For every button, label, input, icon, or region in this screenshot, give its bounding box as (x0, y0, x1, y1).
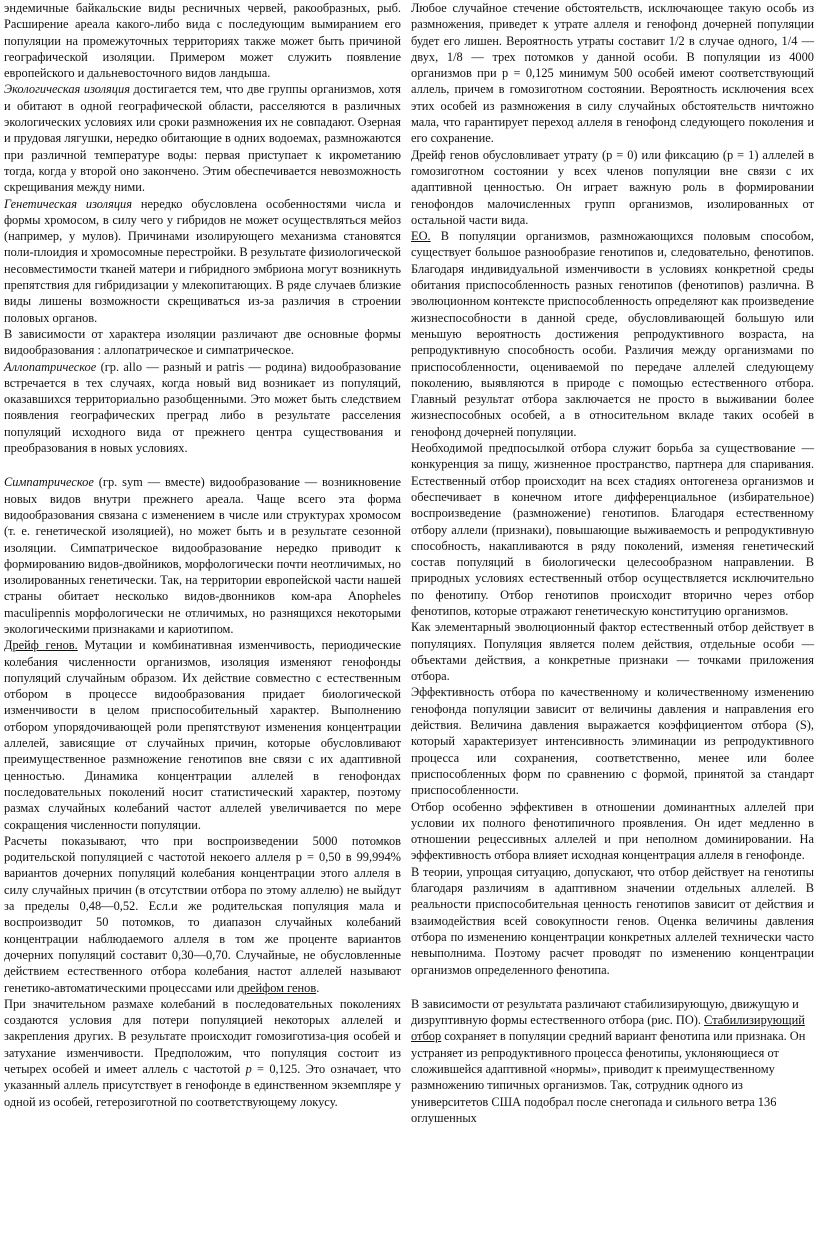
term-eo: ЕО. (411, 229, 431, 244)
paragraph-speciation-forms (4, 326, 401, 359)
paragraph-geographic-isolation-end (4, 0, 401, 81)
paragraph-allele-loss (411, 0, 814, 147)
paragraph-text: В теории, упрощая ситуацию, допускают, что отбор действует на генотипы благодаря различиям в адаптивном значении отдельных аллелей. В реальности приспособительная ценность генотипов зависит от действия и взаимодействия всей совокупности генов. Оценка величины давления отбора по изменению концентрации конкретных аллелей технически часто невыполнима. Поэтому расчет проводят по изменению концентрации организмов определенного фенотипа. (411, 864, 814, 977)
paragraph-allopatric (4, 359, 401, 457)
paragraph-text: (гр. sym — вместе) видообразование — возникновение новых видов внутри прежнего ареала. Чаще всего эта форма видообразования связана с изменением в числе или структурах хромосом (т. е. генетической изоляцией), но может быть и в результате сезонной изоляции. Симпатрическое видообразование нередко приводит к формированию видов-двойников, морфологически почти неотличимых, но изолированных генетически. Так, на территории европейской части нашей страны обитает несколько видов-двонников ком-ара Anopheles maculipennis морфологически не отличимых, но разнящихся некоторыми экологическими признаками и кариотипом. (4, 475, 401, 636)
term-stabilizing-selection: Стабилизирующий отбор (411, 1013, 805, 1044)
paragraph-ecological-isolation (4, 81, 401, 195)
paragraph-dominant-alleles (411, 799, 814, 864)
paragraph-struggle-for-existence (411, 440, 814, 619)
paragraph-selection-efficiency (411, 684, 814, 798)
paragraph-text: эндемичные байкальские виды ресничных червей, ракообразных, рыб. Расширение ареала какого-либо вида с последующим вымиранием его популяции на промежуточных территориях также может быть причиной географической изоляции. Примером может служить появление европейского и дальневосточного видов ландыша. (4, 1, 401, 81)
term-gene-drift: Дрейф генов. (4, 638, 78, 653)
paragraph-drift-fixation (411, 147, 814, 228)
paragraph-text: (гр. allo — разный и patris — родина) видообразование встречается в тех случаях, когда новый вид возникает из популяций, оказавшихся территориально разобщенными. Это может быть следствием появления географических преград либо в результате расселения популяций исходного вида от прежнего центра существования и преобразования в новых условиях. (4, 359, 401, 456)
term-sympatric: Симпатрическое (4, 475, 94, 490)
paragraph-text: Эффективность отбора по качественному и количественному изменению генофонда популяции зависит от величины давления и направления его действия. Величина давления выражается коэффициентом отбора (S), который характеризует интенсивность элиминации из репродуктивного процесса или сохранения, соответственно, менее или более приспособленных форм по сравнению с формой, принятой за стандарт приспособленности. (411, 685, 814, 798)
left-column (4, 0, 401, 1110)
paragraph-text: Расчеты показывают, что при воспроизведении 5000 потомков родительской популяцией с частотой некоего аллеля р = 0,50 в 99,994% вариантов дочерних популяций колебания концентрации этого аллеля в силу случайных причин (в отсутствии отбора по этому аллелю) не выйдут за пределы 0,48—0,52. Есл.и же родительская популяция мала и воспроизводит 50 потомков, то диапазон случайных колебаний концентрации наблюдаемого аллеля в том же проценте вариантов дочерних популяций составит 0,30—0,70. Случайные, не обусловленные действием естественного отбора колебания (4, 833, 401, 979)
paragraph-text: = 0,125. Это означает, что указанный аллель присутствует в генофонде в единственном экземпляре у одной из особей, гетерозиготной по соответствующему локусу. (4, 1062, 401, 1109)
paragraph-genetic-isolation (4, 196, 401, 326)
paragraph-sympatric (4, 474, 401, 637)
paragraph-text: Мутации и комбинативная изменчивость, периодические колебания численности организмов, изоляция изменяют генофонды популяций случайным образом. Их действие совместно с естественным отбором в процессе видообразования придает биологической изменчивости в целом приспособительный характер. Выполнению отбором упорядочивающей роли препятствуют изменения концентрации аллелей, зависящие от случайных причин, которые обусловливают преимущественное размножение генотипов вне связи с их адаптивной ценностью. Динамика концентрации аллелей в генофондах последовательных поколений носит статистический характер, поэтому размах случайных колебаний частот аллелей увеличивается по мере сокращения численности популяции. (4, 638, 401, 832)
variable-p: р (245, 1062, 252, 1076)
paragraph-text: достигается тем, что две группы организмов, хотя и обитают в одной географической области, расселяются в различных экологических условиях или сроки размножения их не совпадают. Озерная и прудовая лягушки, нередко обитающие в одних водоемах, размножаются при различной температуре воды: первая приступает к икрометанию тогда, когда у второй оно закончено. Этим обеспечивается невозможность скрещивания между ними. (4, 82, 401, 195)
paragraph-text: сохраняет в популяции средний вариант фенотипа или признака. Он устраняет из репродуктивного процесса фенотипы, уклоняющиеся от сложившейся адаптивной «нормы», приводит к преимущественному размножению типичных организмов. Так, сотрудник одного из университетов США подобрал после снегопада и сильного ветра 136 оглушенных (411, 1029, 806, 1125)
paragraph-text: Необходимой предпосылкой отбора служит борьба за существование — конкуренция за пищу, жизненное пространство, партнера для спаривания. Естественный отбор происходит на всех стадиях онтогенеза организмов и обеспечивает в конечном итоге дифференциальное (избирательное) воспроизведение (размножение) генотипов. Благодаря естественному отбору аллели (признаки), повышающие выживаемость и репродуктивную способность, накапливаются в ряду поколений, изменяя генетический состав популяций в биологически целесообразном направлении. В природных условиях естественный отбор осуществляется исключительно по фенотипу. Отбор генотипов происходит вторично через отбор фенотипов, которые отражают генетическую конституцию организмов. (411, 441, 814, 618)
paragraph-text: Дрейф генов обусловливает утрату (р = 0) или фиксацию (р = 1) аллелей в гомозиготном состоянии у всех членов популяции вне связи с их адаптивной ценностью. Он играет важную роль в формировании генофондов малочисленных групп организмов, изолированных от остальной части вида. (411, 147, 814, 227)
term-gene-drift-underlined: дрейфом генов (237, 980, 317, 995)
paragraph-calculations (4, 833, 401, 996)
paragraph-text: В популяции организмов, размножающихся половым способом, существует большое разнообразие генотипов и, следовательно, фенотипов. Благодаря индивидуальной изменчивости в условиях конкретной среды обитания приспособленность разных генотипов (фенотипов) различна. В эволюционном контексте приспособленность определяют как произведение жизнеспособности в данной среде, обусловливающей большую или меньшую вероятность достижения репродуктивного возраста, на репродуктивную способность особи. Различия между организмами по приспособленности, оцениваемой по передаче аллелей следующему поколению, выявляются в природе с помощью естественного отбора. Главный результат отбора заключается не просто в выживании более жизнеспособных особей, а в относительном вкладе таких особей в генофонд дочерней популяции. (411, 229, 814, 439)
paragraph-text: В зависимости от результата различают стабилизирующую, движущую и дизруптивную формы естественного отбора (рис. ПО). (411, 996, 799, 1028)
paragraph-selection-forms (411, 996, 814, 1126)
paragraph-text: . (316, 980, 320, 995)
paragraph-text: Любое случайное стечение обстоятельств, исключающее такую особь из размножения, приведет к утрате аллеля и генофонд дочерней популяции будет его лишен. Вероятность утраты составит 1/2 в случае одного, 1/4 — двух, 1/8 — трех потомков у данной особи. В популяции из 4000 организмов при р = 0,125 минимум 500 особей имеют соответствующий аллель, причем в гомозиготном состоянии. Вероятность исключения всех этих особей из размножения в силу случайных обстоятельств ничтожно мала, что гарантирует переход аллеля в генофонд следующего поколения и его сохранение. (411, 1, 814, 146)
paragraph-natural-selection (411, 228, 814, 440)
paragraph-text: При значительном размахе колебаний в последовательных поколениях создаются условия для потери популяцией некоторых аллелей и закрепления других. В результате происходит гомозиготиза-ция особей и затухание изменчивости. Предположим, что популяция состоит из четырех особей и имеет аллель с частотой (4, 996, 401, 1076)
paragraph-homozygotization (4, 996, 401, 1110)
paragraph-text: Как элементарный эволюционный фактор естественный отбор действует в популяциях. Популяция является полем действия, отдельные особи — объектами действия, а конкретные признаки — точками приложения отбора. (411, 620, 814, 684)
paragraph-gene-drift (4, 637, 401, 833)
term-ecological-isolation: Экологическая изоляция (4, 82, 130, 97)
blank-line (4, 456, 401, 474)
blank-line (411, 978, 814, 996)
paragraph-text: В зависимости от характера изоляции различают две основные формы видообразования : аллопатрическое и симпатрическое. (4, 326, 401, 358)
paragraph-theory (411, 864, 814, 978)
paragraph-text: нередко обусловлена особенностями числа и формы хромосом, в силу чего у гибридов не может осуществляться мейоз (например, у мулов). Причинами изолирующего механизма становятся поли-плоидия и хромосомные перестройки. В результате физиологической несовместимости тканей матери и гибридного эмбриона могут возникнуть препятствия для гибридизации у млекопитающих. В ряде случаев близкие виды лишены возможности скрещиваться из-за различия в строении половых органов. (4, 196, 401, 325)
paragraph-elementary-factor (411, 619, 814, 684)
paragraph-text: Отбор особенно эффективен в отношении доминантных аллелей при условии их полного фенотипичного проявления. Он идет медленно в отношении рецессивных аллелей и при неполном доминировании. На эффективность отбора влияет исходная концентрация аллеля в генофонде. (411, 799, 814, 863)
paragraph-text: настот аллелей называют генетико-автоматическими процессами или (4, 964, 401, 995)
term-genetic-isolation: Генетическая изоляция (4, 196, 132, 211)
term-allopatric: Аллопатрическое (4, 359, 97, 374)
right-column (411, 0, 814, 1126)
